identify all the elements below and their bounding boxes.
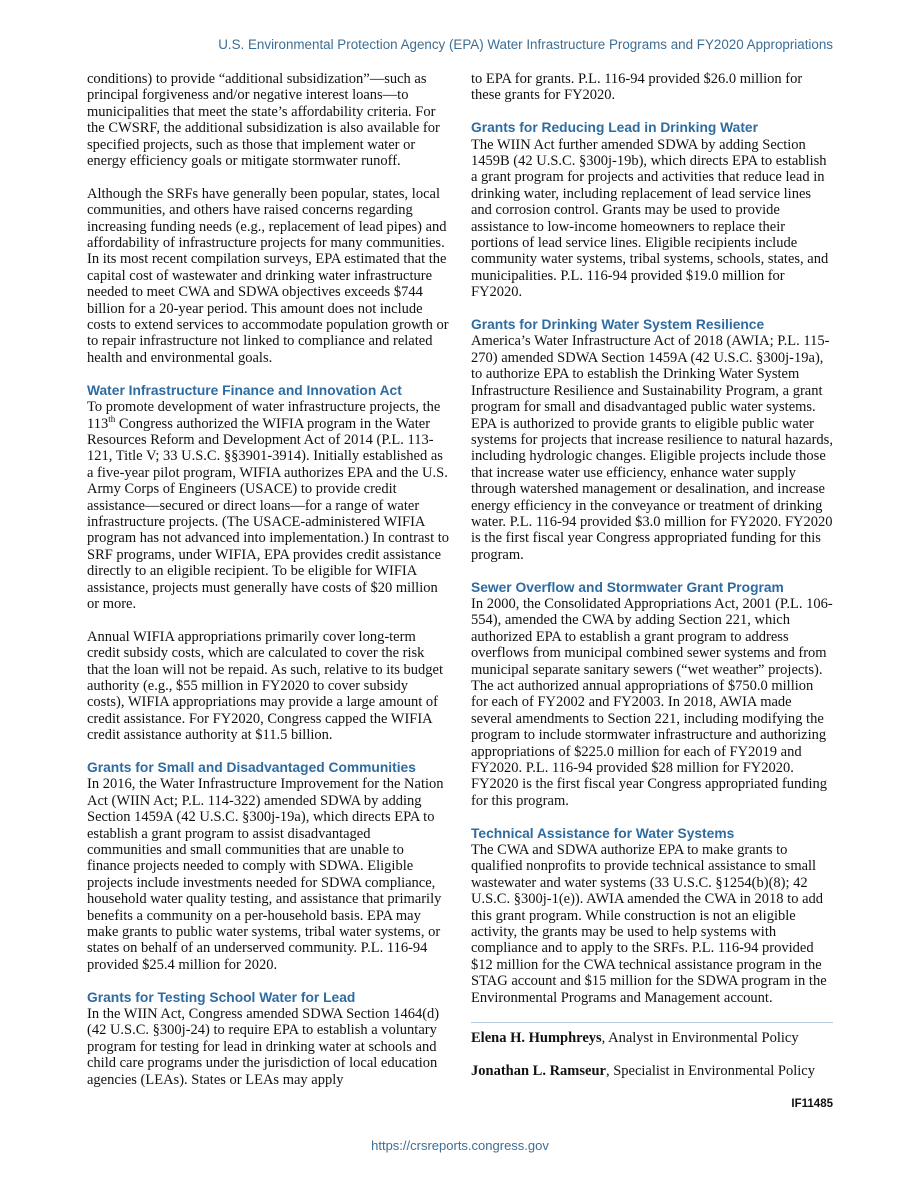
- heading-reducing-lead: Grants for Reducing Lead in Drinking Water: [471, 120, 758, 136]
- footer-url[interactable]: https://crsreports.congress.gov: [371, 1138, 549, 1153]
- paragraph-srf-concerns: Although the SRFs have generally been popular, states, local communities, and others have raised concerns regarding increasing funding needs (e.g., replacement of lead pipes) and affordability of infrastructure projects for many communities. In its most recent compilation surveys, EPA estimated that the capital cost of wastewater and drinking water infrastructure needed to meet CWA and SDWA objectives exceeds $744 billion for a 20-year period. This amount does not include costs to extend services to accommodate population growth or to repair infrastructure not linked to compliance and related health and environmental goals.: [87, 185, 449, 366]
- author-jonathan: [471, 1063, 833, 1079]
- paragraph-reducing-lead: The WIIN Act further amended SDWA by adding Section 1459B (42 U.S.C. §300j-19b), which directs EPA to establish a grant program for projects and activities that reduce lead in drinking water, including replacement of lead service lines and corrosion control. Grants may be used to provide assistance to low-income homeowners to replace their portions of lead service lines. Eligible recipients include community water systems, tribal systems, schools, states, and municipalities. P.L. 116-94 provided $19.0 million for FY2020.: [471, 136, 829, 301]
- paragraph-subsidization: conditions) to provide “additional subsidization”—such as principal forgiveness and/or negative interest loans—to municipalities that meet the state’s affordability criteria. For the CWSRF, the additional subsidization is also available for specified projects, such as those that implement water or energy efficiency goals or mitigate stormwater runoff.: [87, 71, 440, 170]
- heading-small-communities: Grants for Small and Disadvantaged Communities: [87, 760, 416, 775]
- right-column: [471, 71, 833, 1112]
- author-name: Jonathan L. Ramseur: [471, 1063, 606, 1080]
- paragraph-small-communities: In 2016, the Water Infrastructure Improvement for the Nation Act (WIIN Act; P.L. 114-322) amended SDWA by adding Section 1459A (42 U.S.C. §300j-19a), which directs EPA to establish a grant program to assist disadvantaged communities and small communities that are unable to finance projects needed to comply with SDWA. Eligible projects include investments needed for SDWA compliance, household water quality testing, and assistance that primarily benefits a community on a per-household basis. EPA may make grants to public water systems, tribal water systems, or states on behalf of an underserved community. P.L. 116-94 provided $25.4 million for 2020.: [87, 776, 444, 973]
- report-id: IF11485: [791, 1098, 833, 1111]
- author-divider: [471, 1022, 833, 1023]
- left-column: [87, 71, 449, 1105]
- author-name: Elena H. Humphreys: [471, 1030, 602, 1047]
- heading-technical-assistance: Technical Assistance for Water Systems: [471, 825, 735, 841]
- paragraph-wifia: [87, 399, 449, 612]
- paragraph-technical-assistance: The CWA and SDWA authorize EPA to make grants to qualified nonprofits to provide technical assistance to small wastewater and water systems (33 U.S.C. §1254(b)(8); 42 U.S.C. §300j-1(e)). AWIA amended the CWA in 2018 to add this grant program. While construction is not an eligible activity, the grants may be used to help systems with compliance and to apply to the SRFs. P.L. 116-94 provided $12 million for the CWA technical assistance program in the STAG account and $15 million for the SDWA program in the Environmental Programs and Management account.: [471, 842, 827, 1006]
- wifia-text-start: To promote development of water infrastructure projects, the 113: [87, 399, 441, 432]
- heading-wifia: Water Infrastructure Finance and Innovation Act: [87, 382, 402, 398]
- author-title: , Analyst in Environmental Policy: [601, 1030, 799, 1047]
- heading-sewer-overflow: Sewer Overflow and Stormwater Grant Program: [471, 579, 784, 595]
- paragraph-school-lead: In the WIIN Act, Congress amended SDWA Section 1464(d) (42 U.S.C. §300j-24) to require EPA to establish a voluntary program for testing for lead in drinking water at schools and child care programs under the jurisdiction of local education agencies (LEAs). States or LEAs may apply: [87, 1006, 440, 1088]
- superscript-th: th: [108, 413, 116, 424]
- paragraph-school-lead-cont: to EPA for grants. P.L. 116-94 provided $26.0 million for these grants for FY2020.: [471, 71, 803, 104]
- paragraph-resilience: America’s Water Infrastructure Act of 2018 (AWIA; P.L. 115-270) amended SDWA Section 1459A (42 U.S.C. §300j-19a), to authorize EPA to establish the Drinking Water System Infrastructure Resilience and Sustainability Program, a grant program for small and disadvantaged public water systems. EPA is authorized to provide grants to eligible public water systems for projects that increase resilience to natural hazards, including hydrologic changes. Eligible projects include those that increase water use efficiency, enhance water supply through watershed management or desalination, and increase energy efficiency in the conveyance or treatment of drinking water. P.L. 116-94 provided $3.0 million for FY2020. FY2020 is the first fiscal year Congress appropriated funding for this program.: [471, 333, 833, 563]
- author-elena: [471, 1030, 833, 1046]
- paragraph-wifia-appropriations: Annual WIFIA appropriations primarily cover long-term credit subsidy costs, which are calculated to cover the risk that the loan will not be repaid. As such, relative to its budget authority (e.g., $55 million in FY2020 to cover subsidy costs), WIFIA appropriations may provide a large amount of credit assistance. For FY2020, Congress capped the WIFIA credit assistance authority at $11.5 billion.: [87, 628, 443, 744]
- wifia-text-rest: Congress authorized the WIFIA program in the Water Resources Reform and Development Act of 2014 (P.L. 113-121, Title V; 33 U.S.C. §§3901-3914). Initially established as a five-year pilot program, WIFIA authorizes EPA and the U.S. Army Corps of Engineers (USACE) to provide credit assistance—secured or direct loans—for a range of water infrastructure projects. (The USACE-administered WIFIA program has not advanced into implementation.) In contrast to SRF programs, under WIFIA, EPA provides credit assistance directly to an eligible recipient. To be eligible for WIFIA assistance, projects must generally have costs of $20 million or more.: [87, 415, 449, 612]
- heading-resilience: Grants for Drinking Water System Resilience: [471, 317, 765, 333]
- heading-school-lead: Grants for Testing School Water for Lead: [87, 989, 356, 1005]
- author-title: , Specialist in Environmental Policy: [605, 1063, 815, 1080]
- running-header: U.S. Environmental Protection Agency (EPA) Water Infrastructure Programs and FY2020 Appropriations: [218, 37, 833, 52]
- paragraph-sewer-overflow: In 2000, the Consolidated Appropriations Act, 2001 (P.L. 106-554), amended the CWA by adding Section 221, which authorized EPA to establish a grant program to address overflows from municipal combined sewer systems and from municipal separate sanitary sewers (“wet weather” projects). The act authorized annual appropriations of $750.0 million for each of FY2002 and FY2003. In 2018, AWIA made several amendments to Section 221, including modifying the program to include stormwater infrastructure and authorizing appropriations of $225.0 million for each of FY2019 and FY2020. P.L. 116-94 provided $28 million for FY2020. FY2020 is the first fiscal year Congress appropriated funding for this program.: [471, 595, 833, 809]
